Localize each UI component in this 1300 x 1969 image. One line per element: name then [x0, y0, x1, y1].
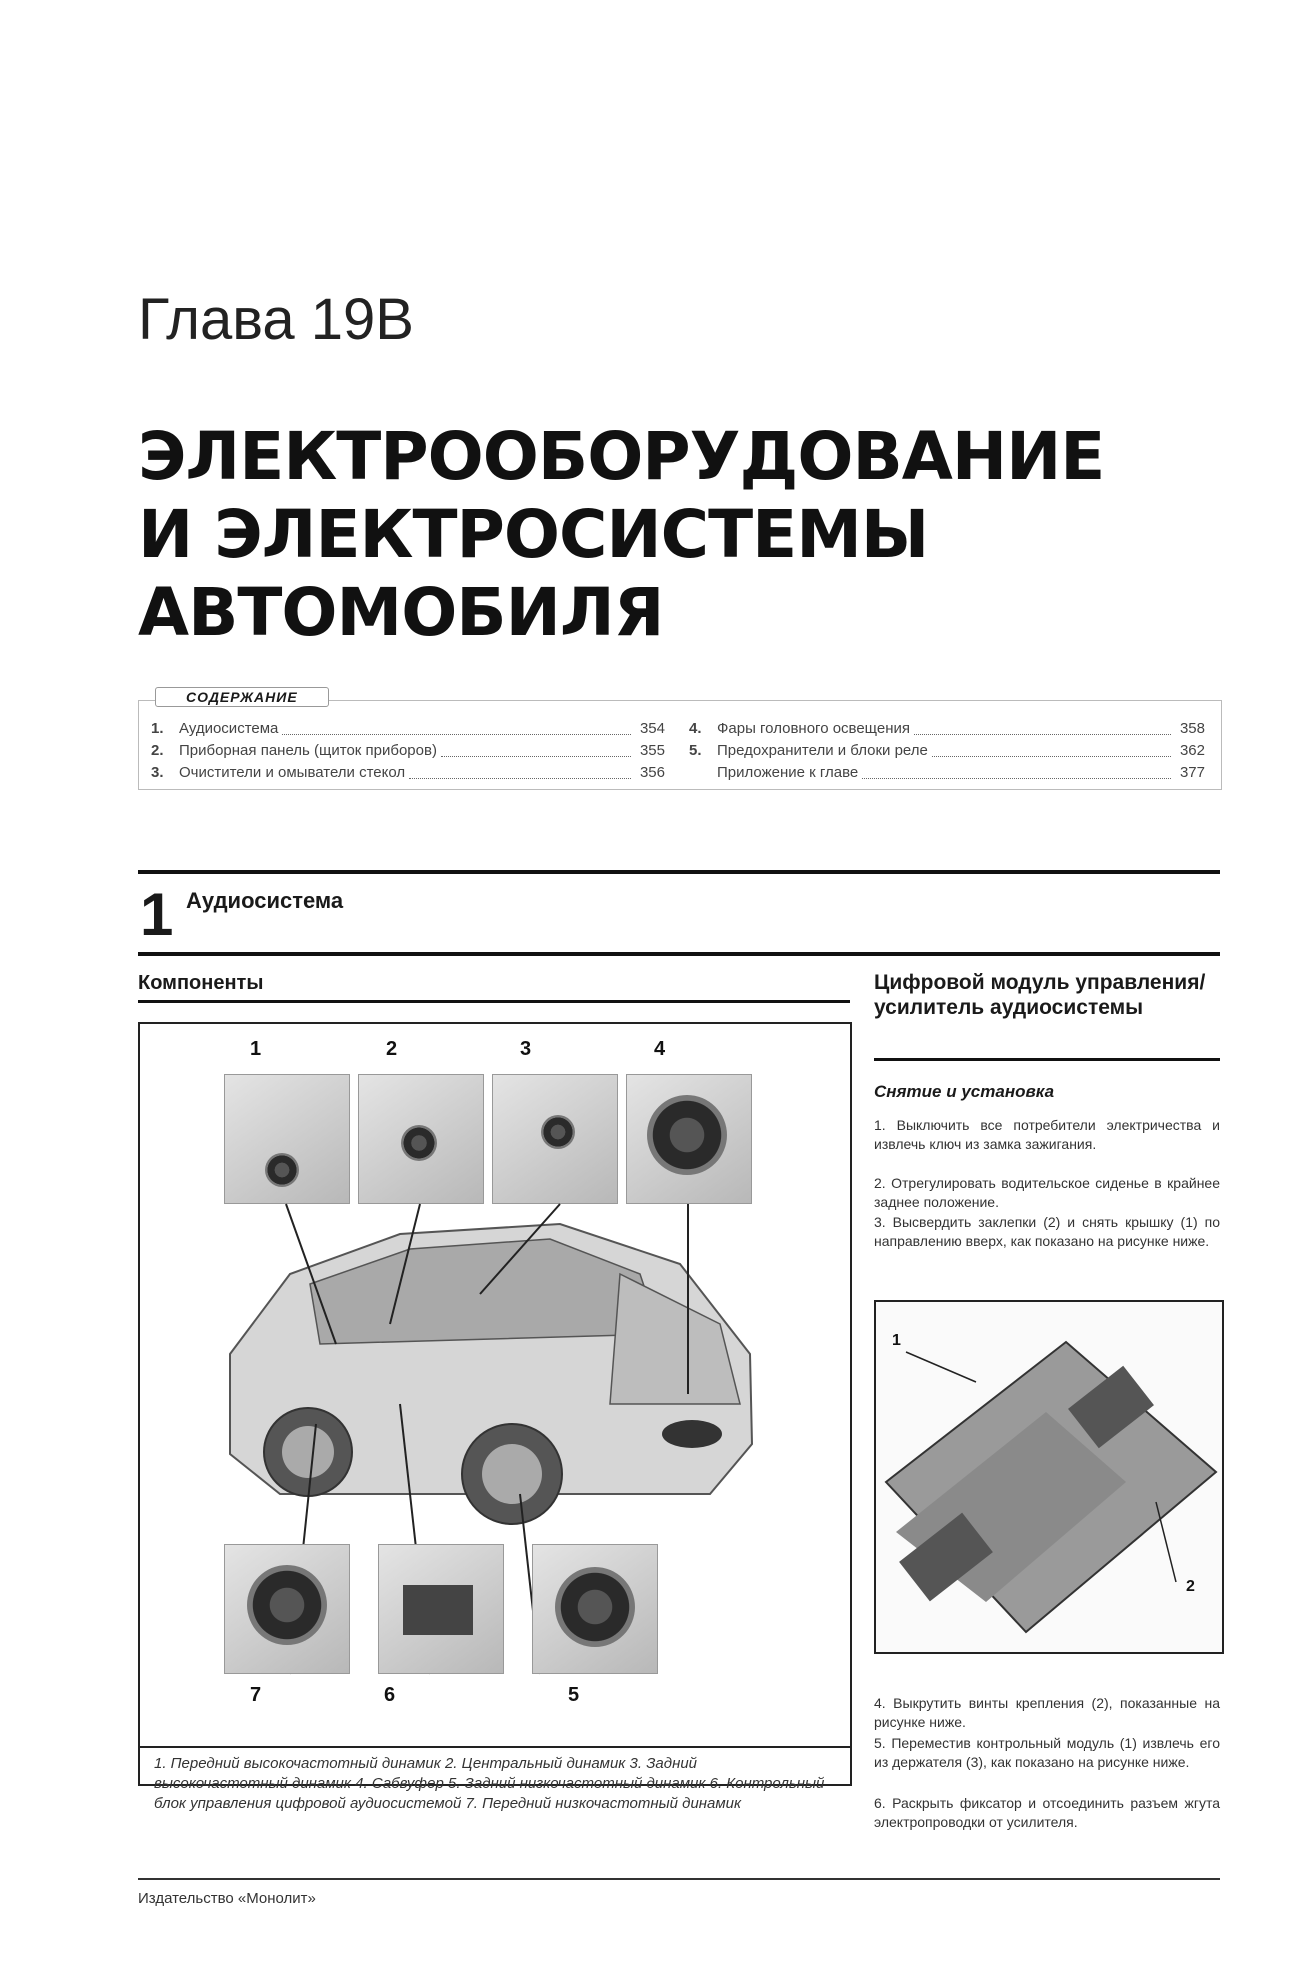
step-1: 1. Выключить все потребители электричества и извлечь ключ из замка зажигания. — [874, 1117, 1220, 1152]
fig-label-2: 2 — [1186, 1578, 1195, 1595]
table-of-contents — [138, 689, 1222, 790]
right-heading-rule — [874, 1058, 1220, 1061]
toc-item[interactable]: 1. Аудиосистема 354 — [151, 719, 665, 737]
fig-label-1: 1 — [892, 1332, 901, 1349]
label-6: 6 — [384, 1684, 396, 1706]
footer-publisher: Издательство «Монолит» — [138, 1890, 316, 1907]
footer-rule — [138, 1878, 1220, 1880]
toc-item[interactable]: 2. Приборная панель (щиток приборов) 355 — [151, 741, 665, 759]
label-4: 4 — [654, 1038, 666, 1060]
step-4: 4. Выкрутить винты крепления (2), показанные на рисунке ниже. — [874, 1695, 1220, 1730]
components-heading: Компоненты — [138, 972, 264, 994]
photo-rear-woofer — [532, 1544, 658, 1674]
module-figure — [874, 1300, 1224, 1654]
components-figure — [138, 1022, 852, 1812]
label-3: 3 — [520, 1038, 532, 1060]
toc-column-left — [151, 717, 665, 783]
toc-label: СОДЕРЖАНИЕ — [155, 687, 329, 707]
section-rule-bottom — [138, 952, 1220, 956]
toc-column-right — [689, 717, 1205, 783]
section-rule-top — [138, 870, 1220, 874]
module-illustration — [876, 1302, 1222, 1652]
photo-front-woofer — [224, 1544, 350, 1674]
photo-control-unit — [378, 1544, 504, 1674]
right-heading: Цифровой модуль управления/усилитель аудиосистемы — [874, 971, 1206, 1019]
toc-item[interactable]: 4. Фары головного освещения 358 — [689, 719, 1205, 737]
step-5: 5. Переместив контрольный модуль (1) извлечь его из держателя (3), как показано на рисунке ниже. — [874, 1735, 1220, 1770]
step-3: 3. Высвердить заклепки (2) и снять крышку (1) по направлению вверх, как показано на рисунке ниже. — [874, 1214, 1220, 1249]
page-title — [138, 418, 1138, 652]
label-2: 2 — [386, 1038, 398, 1060]
step-6: 6. Раскрыть фиксатор и отсоединить разъем жгута электропроводки от усилителя. — [874, 1795, 1220, 1830]
title-line-2: И ЭЛЕКТРОСИСТЕМЫ — [138, 496, 929, 573]
toc-item[interactable]: 3. Очистители и омыватели стекол 356 — [151, 763, 665, 781]
components-rule — [138, 1000, 850, 1003]
section-number: 1 — [140, 881, 174, 948]
toc-item[interactable]: Приложение к главе 377 — [717, 763, 1205, 781]
label-5: 5 — [568, 1684, 580, 1706]
caption-rule — [138, 1746, 850, 1748]
toc-item[interactable]: 5. Предохранители и блоки реле 362 — [689, 741, 1205, 759]
label-7: 7 — [250, 1684, 262, 1706]
title-line-1: ЭЛЕКТРООБОРУДОВАНИЕ — [138, 418, 1105, 495]
figure-caption: 1. Передний высокочастотный динамик 2. Центральный динамик 3. Задний высокочастотный динамик 4. Сабвуфер 5. Задний низкочастотный динамик 6. Контрольный блок управления цифровой аудиосистемой 7. Передний низкочастотный динамик — [154, 1755, 825, 1812]
title-line-3: АВТОМОБИЛЯ — [138, 574, 664, 651]
chapter-label: Глава 19В — [138, 287, 414, 352]
right-subheading: Снятие и установка — [874, 1082, 1055, 1101]
section-title: Аудиосистема — [186, 888, 344, 913]
step-2: 2. Отрегулировать водительское сиденье в крайнее заднее положение. — [874, 1175, 1220, 1210]
label-1: 1 — [250, 1038, 262, 1060]
